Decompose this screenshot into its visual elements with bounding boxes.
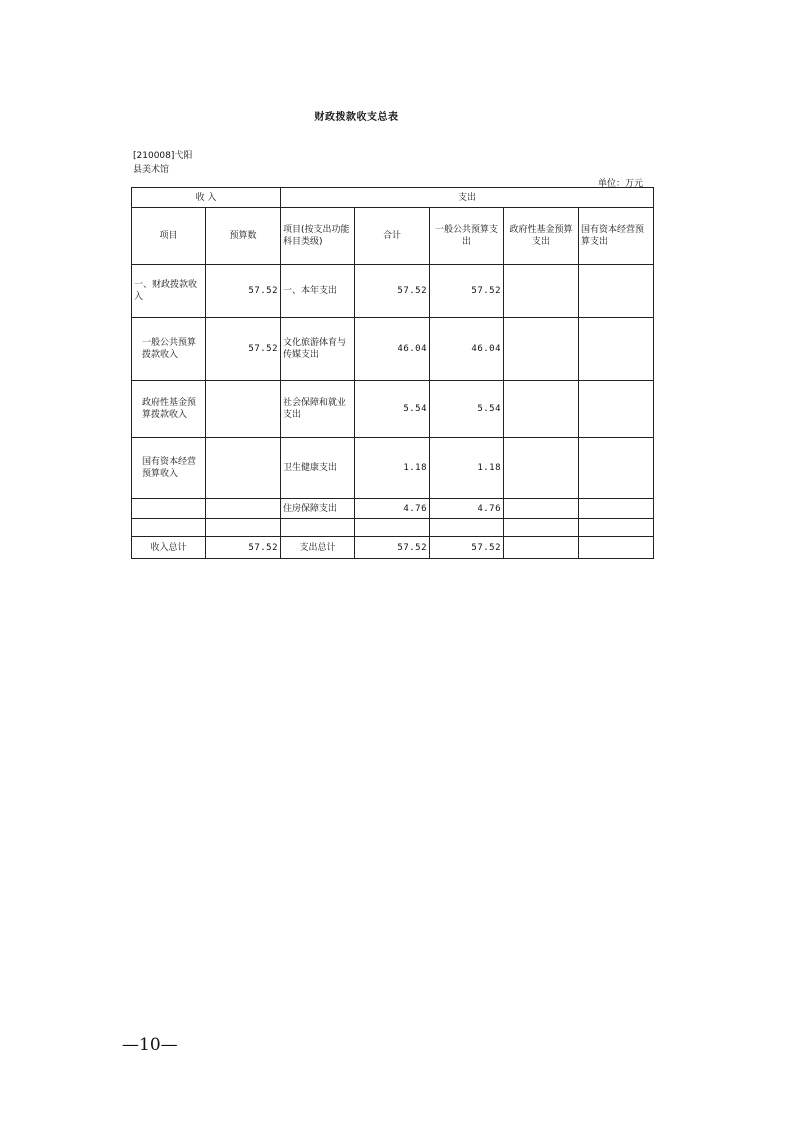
header-row-group bbox=[132, 188, 654, 208]
income-amount: 57.52 bbox=[206, 318, 281, 381]
gov-fund bbox=[504, 499, 579, 519]
general-total: 57.52 bbox=[430, 537, 504, 559]
col-gov-fund: 政府性基金预算支出 bbox=[504, 208, 579, 265]
expense-header: 支出 bbox=[281, 188, 654, 208]
income-amount bbox=[206, 438, 281, 499]
general-budget: 1.18 bbox=[430, 438, 504, 499]
gov-fund bbox=[504, 265, 579, 318]
expense-item: 文化旅游体育与传媒支出 bbox=[281, 318, 355, 381]
org-code: [210008]弋阳 bbox=[133, 151, 193, 161]
col-exp-item: 项目(按支出功能科目类级) bbox=[281, 208, 355, 265]
table-row bbox=[132, 519, 654, 537]
income-item: 国有资本经营预算收入 bbox=[132, 438, 206, 499]
organization-label bbox=[133, 149, 223, 177]
table-row bbox=[132, 499, 654, 519]
state-capital-total bbox=[579, 537, 654, 559]
income-amount bbox=[206, 499, 281, 519]
income-item: 政府性基金预算拨款收入 bbox=[132, 381, 206, 438]
state-capital bbox=[579, 519, 654, 537]
state-capital bbox=[579, 438, 654, 499]
general-budget bbox=[430, 519, 504, 537]
expense-total: 46.04 bbox=[355, 318, 430, 381]
col-general: 一般公共预算支出 bbox=[430, 208, 504, 265]
expense-total bbox=[355, 519, 430, 537]
income-item: 一般公共预算拨款收入 bbox=[132, 318, 206, 381]
general-budget: 4.76 bbox=[430, 499, 504, 519]
general-budget: 57.52 bbox=[430, 265, 504, 318]
state-capital bbox=[579, 499, 654, 519]
gov-fund-total bbox=[504, 537, 579, 559]
gov-fund bbox=[504, 318, 579, 381]
col-total: 合计 bbox=[355, 208, 430, 265]
expense-total: 5.54 bbox=[355, 381, 430, 438]
income-amount bbox=[206, 381, 281, 438]
income-item: 一、财政拨款收入 bbox=[132, 265, 206, 318]
state-capital bbox=[579, 318, 654, 381]
expense-item: 住房保障支出 bbox=[281, 499, 355, 519]
col-item: 项目 bbox=[132, 208, 206, 265]
col-budget: 预算数 bbox=[206, 208, 281, 265]
state-capital bbox=[579, 381, 654, 438]
state-capital bbox=[579, 265, 654, 318]
income-total-amount: 57.52 bbox=[206, 537, 281, 559]
unit-label: 单位：万元 bbox=[598, 179, 644, 189]
expense-item: 卫生健康支出 bbox=[281, 438, 355, 499]
income-amount: 57.52 bbox=[206, 265, 281, 318]
expense-total: 1.18 bbox=[355, 438, 430, 499]
gov-fund bbox=[504, 519, 579, 537]
table-row bbox=[132, 265, 654, 318]
gov-fund bbox=[504, 381, 579, 438]
org-name: 县美术馆 bbox=[133, 165, 170, 175]
table-row bbox=[132, 438, 654, 499]
expense-total-amount: 57.52 bbox=[355, 537, 430, 559]
totals-row bbox=[132, 537, 654, 559]
header-row bbox=[132, 208, 654, 265]
expense-item: 一、本年支出 bbox=[281, 265, 355, 318]
income-header: 收 入 bbox=[132, 188, 281, 208]
expense-total-label: 支出总计 bbox=[281, 537, 355, 559]
expense-total: 4.76 bbox=[355, 499, 430, 519]
table-title: 财政拨款收支总表 bbox=[314, 112, 399, 123]
income-total-label: 收入总计 bbox=[132, 537, 206, 559]
income-amount bbox=[206, 519, 281, 537]
table-row bbox=[132, 318, 654, 381]
general-budget: 46.04 bbox=[430, 318, 504, 381]
fiscal-summary-table bbox=[131, 187, 654, 559]
general-budget: 5.54 bbox=[430, 381, 504, 438]
table-row bbox=[132, 381, 654, 438]
income-item bbox=[132, 519, 206, 537]
expense-item: 社会保障和就业支出 bbox=[281, 381, 355, 438]
income-item bbox=[132, 499, 206, 519]
page-number: —10— bbox=[122, 1035, 178, 1055]
expense-item bbox=[281, 519, 355, 537]
expense-total: 57.52 bbox=[355, 265, 430, 318]
gov-fund bbox=[504, 438, 579, 499]
col-state-capital: 国有资本经营预算支出 bbox=[579, 208, 654, 265]
